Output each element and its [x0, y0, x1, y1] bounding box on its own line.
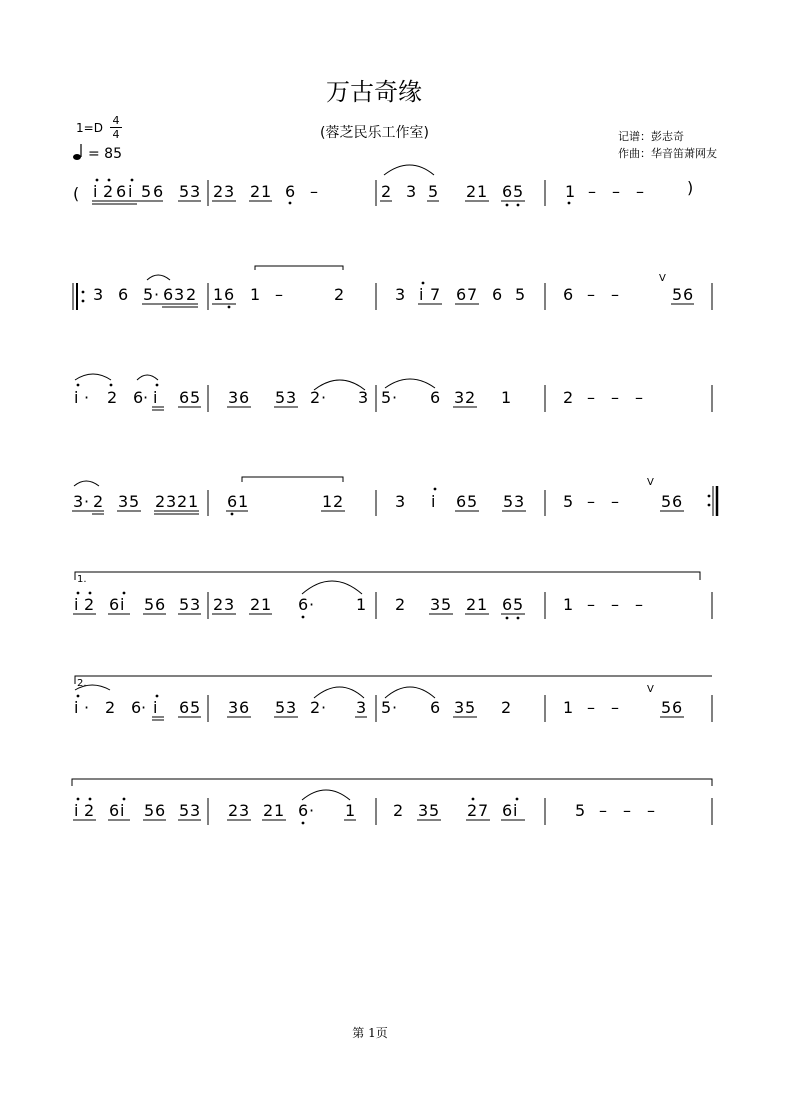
time-signature-top: 4 — [112, 114, 120, 127]
svg-text:5: 5 — [575, 801, 586, 820]
score-line-1-measure-4 — [565, 182, 575, 201]
score-line-6-measure-4 — [563, 698, 682, 717]
svg-text:2: 2 — [466, 182, 477, 201]
breath-mark: V — [647, 684, 654, 695]
svg-text:6: 6 — [285, 182, 296, 201]
svg-text:6: 6 — [163, 285, 174, 304]
time-signature-bottom: 4 — [112, 128, 120, 141]
svg-text:3: 3 — [166, 492, 177, 511]
volta-2-label: 2. — [77, 678, 87, 689]
svg-text:3: 3 — [228, 698, 239, 717]
svg-text:3: 3 — [418, 801, 429, 820]
svg-text:3: 3 — [358, 388, 369, 407]
page-number-footer: 第 1页 — [352, 1026, 388, 1040]
svg-text:1: 1 — [188, 492, 199, 511]
svg-text:3: 3 — [190, 182, 201, 201]
svg-text:5: 5 — [144, 595, 155, 614]
dash: – — [310, 182, 318, 201]
score-line-5-measure-4 — [563, 595, 573, 614]
score-line-4-measure-3 — [395, 492, 524, 511]
svg-text:6: 6 — [133, 388, 144, 407]
dash: – — [635, 388, 643, 407]
svg-text:6: 6 — [672, 492, 683, 511]
svg-text:6: 6 — [153, 182, 164, 201]
svg-text:5: 5 — [190, 388, 201, 407]
svg-text:3: 3 — [454, 698, 465, 717]
svg-text:2: 2 — [84, 595, 95, 614]
volta-1-label: 1. — [77, 574, 87, 585]
dash: – — [599, 801, 607, 820]
svg-text:3: 3 — [395, 285, 406, 304]
score-line-3-measure-1 — [74, 388, 200, 407]
breath-mark: V — [647, 477, 654, 488]
svg-text:2: 2 — [466, 595, 477, 614]
svg-text:2: 2 — [84, 801, 95, 820]
song-title: 万古奇缘 — [326, 78, 422, 106]
score-line-1-measure-1 — [93, 182, 200, 201]
svg-text:i: i — [120, 595, 125, 614]
svg-text:5: 5 — [661, 698, 672, 717]
svg-text:7: 7 — [430, 285, 441, 304]
score-line-4-measure-2 — [227, 492, 343, 511]
svg-text:6: 6 — [155, 801, 166, 820]
svg-text:·: · — [321, 388, 327, 407]
score-line-7-measure-3 — [393, 801, 517, 820]
svg-text:5: 5 — [515, 285, 526, 304]
score-line-4-measure-4 — [563, 492, 682, 511]
svg-text:2: 2 — [467, 801, 478, 820]
svg-text:2: 2 — [501, 698, 512, 717]
svg-text:5: 5 — [381, 698, 392, 717]
svg-text:·: · — [154, 285, 160, 304]
svg-text:2: 2 — [93, 492, 104, 511]
svg-text:5: 5 — [441, 595, 452, 614]
svg-text:3: 3 — [190, 801, 201, 820]
svg-text:1: 1 — [563, 595, 574, 614]
svg-text:6: 6 — [298, 801, 309, 820]
svg-text:3: 3 — [286, 698, 297, 717]
svg-text:·: · — [143, 388, 149, 407]
svg-text:i: i — [513, 801, 518, 820]
svg-text:2: 2 — [105, 698, 116, 717]
dash: – — [611, 698, 619, 717]
svg-text:5: 5 — [661, 492, 672, 511]
svg-text:1: 1 — [238, 492, 249, 511]
svg-text:6: 6 — [227, 492, 238, 511]
svg-text:i: i — [93, 182, 98, 201]
svg-text:6: 6 — [109, 595, 120, 614]
svg-text:6: 6 — [109, 801, 120, 820]
score-line-5-measure-2 — [213, 595, 366, 614]
svg-text:2: 2 — [250, 182, 261, 201]
svg-text:1: 1 — [477, 182, 488, 201]
svg-text:5: 5 — [275, 388, 286, 407]
svg-text:6: 6 — [118, 285, 129, 304]
dash: – — [611, 595, 619, 614]
score-line-4-measure-1 — [73, 492, 198, 511]
svg-text:6: 6 — [456, 285, 467, 304]
svg-text:2: 2 — [263, 801, 274, 820]
score-line-6-measure-2 — [228, 698, 366, 717]
svg-text:3: 3 — [286, 388, 297, 407]
svg-text:6: 6 — [224, 285, 235, 304]
studio-subtitle: (蓉芝民乐工作室) — [320, 125, 429, 141]
svg-text:5: 5 — [179, 595, 190, 614]
score-line-7-measure-1 — [74, 801, 200, 820]
score-line-2-measure-3 — [395, 285, 525, 304]
svg-text:2: 2 — [310, 698, 321, 717]
svg-text:5: 5 — [428, 182, 439, 201]
svg-text:·: · — [392, 388, 398, 407]
svg-text:5: 5 — [143, 285, 154, 304]
svg-text:6: 6 — [179, 698, 190, 717]
svg-text:2: 2 — [250, 595, 261, 614]
score-line-1-measure-2 — [213, 182, 295, 201]
score-line-7-measure-4 — [575, 801, 585, 820]
svg-text:6: 6 — [492, 285, 503, 304]
svg-text:5: 5 — [179, 801, 190, 820]
score-line-1-close-paren: ) — [687, 178, 694, 197]
svg-text:3: 3 — [454, 388, 465, 407]
svg-text:6: 6 — [430, 388, 441, 407]
dash: – — [587, 698, 595, 717]
score-line-3-measure-2 — [228, 388, 368, 407]
svg-text:5: 5 — [144, 801, 155, 820]
svg-text:1: 1 — [563, 698, 574, 717]
svg-text:2: 2 — [465, 388, 476, 407]
svg-text:2: 2 — [103, 182, 114, 201]
svg-text:3: 3 — [224, 182, 235, 201]
svg-text:2: 2 — [333, 492, 344, 511]
dash: – — [587, 595, 595, 614]
svg-text:i: i — [74, 595, 79, 614]
svg-text:5: 5 — [672, 285, 683, 304]
svg-text:i: i — [128, 182, 133, 201]
score-line-2-measure-1 — [93, 285, 196, 304]
dash: – — [636, 182, 644, 201]
svg-text:1: 1 — [501, 388, 512, 407]
svg-text:·: · — [309, 801, 315, 820]
score-line-3-measure-4 — [563, 388, 573, 407]
svg-text:2: 2 — [186, 285, 197, 304]
dash: – — [588, 182, 596, 201]
svg-text:·: · — [84, 698, 90, 717]
svg-text:1: 1 — [250, 285, 261, 304]
svg-text:2: 2 — [228, 801, 239, 820]
svg-text:3: 3 — [118, 492, 129, 511]
svg-text:1: 1 — [261, 182, 272, 201]
svg-text:5: 5 — [381, 388, 392, 407]
svg-text:5: 5 — [465, 698, 476, 717]
svg-text:2: 2 — [393, 801, 404, 820]
svg-text:5: 5 — [513, 595, 524, 614]
svg-text:6: 6 — [179, 388, 190, 407]
svg-text:6: 6 — [502, 595, 513, 614]
svg-text:1: 1 — [356, 595, 367, 614]
score-line-1-open-paren: ( — [73, 184, 80, 203]
svg-text:i: i — [153, 698, 158, 717]
svg-text:6: 6 — [131, 698, 142, 717]
score-line-6-measure-1 — [74, 698, 200, 717]
svg-text:6: 6 — [239, 698, 250, 717]
svg-text:1: 1 — [261, 595, 272, 614]
svg-text:3: 3 — [93, 285, 104, 304]
svg-text:2: 2 — [107, 388, 118, 407]
svg-text:5: 5 — [467, 492, 478, 511]
svg-text:3: 3 — [224, 595, 235, 614]
svg-text:6: 6 — [430, 698, 441, 717]
svg-text:5: 5 — [503, 492, 514, 511]
svg-text:3: 3 — [356, 698, 367, 717]
svg-text:i: i — [74, 388, 79, 407]
svg-text:i: i — [74, 801, 79, 820]
svg-text:2: 2 — [381, 182, 392, 201]
dash: – — [587, 285, 595, 304]
dash: – — [611, 285, 619, 304]
svg-text:2: 2 — [155, 492, 166, 511]
svg-text:3: 3 — [73, 492, 84, 511]
dash: – — [587, 492, 595, 511]
tempo-marking: = 85 — [88, 146, 122, 162]
svg-text:3: 3 — [174, 285, 185, 304]
dash: – — [611, 388, 619, 407]
svg-text:3: 3 — [239, 801, 250, 820]
svg-text:6: 6 — [563, 285, 574, 304]
score-line-6-measure-3 — [381, 698, 511, 717]
svg-text:3: 3 — [190, 595, 201, 614]
svg-text:6: 6 — [116, 182, 127, 201]
svg-text:7: 7 — [467, 285, 478, 304]
score-line-3-measure-3 — [381, 388, 511, 407]
svg-text:·: · — [392, 698, 398, 717]
svg-text:1: 1 — [274, 801, 285, 820]
svg-text:6: 6 — [298, 595, 309, 614]
svg-text:2: 2 — [177, 492, 188, 511]
svg-text:5: 5 — [275, 698, 286, 717]
svg-text:1: 1 — [322, 492, 333, 511]
svg-text:2: 2 — [334, 285, 345, 304]
svg-text:2: 2 — [213, 595, 224, 614]
breath-mark: V — [659, 273, 666, 284]
dash: – — [635, 595, 643, 614]
dash: – — [647, 801, 655, 820]
svg-text:·: · — [309, 595, 315, 614]
svg-text:7: 7 — [478, 801, 489, 820]
svg-text:1: 1 — [345, 801, 356, 820]
svg-text:3: 3 — [430, 595, 441, 614]
score-line-2-measure-4 — [563, 285, 693, 304]
svg-text:i: i — [120, 801, 125, 820]
svg-text:1: 1 — [213, 285, 224, 304]
svg-text:·: · — [84, 388, 90, 407]
svg-text:5: 5 — [429, 801, 440, 820]
key-signature: 1=D — [76, 121, 103, 135]
svg-text:6: 6 — [502, 801, 513, 820]
dash: – — [587, 388, 595, 407]
svg-text:5: 5 — [141, 182, 152, 201]
score-line-5-measure-1 — [74, 595, 200, 614]
svg-text:2: 2 — [310, 388, 321, 407]
svg-text:5: 5 — [563, 492, 574, 511]
composer-credit: 作曲：华音笛萧网友 — [618, 147, 717, 160]
svg-text:6: 6 — [239, 388, 250, 407]
svg-text:6: 6 — [672, 698, 683, 717]
svg-text:5: 5 — [190, 698, 201, 717]
dash: – — [612, 182, 620, 201]
svg-text:i: i — [419, 285, 424, 304]
svg-text:6: 6 — [456, 492, 467, 511]
svg-text:·: · — [321, 698, 327, 717]
svg-text:3: 3 — [514, 492, 525, 511]
svg-text:5: 5 — [179, 182, 190, 201]
svg-text:6: 6 — [155, 595, 166, 614]
svg-text:·: · — [84, 492, 90, 511]
score-line-1-measure-3 — [381, 182, 523, 201]
svg-text:i: i — [74, 698, 79, 717]
svg-text:5: 5 — [513, 182, 524, 201]
svg-text:i: i — [431, 492, 436, 511]
score-line-5-measure-3 — [395, 595, 523, 614]
svg-text:i: i — [153, 388, 158, 407]
svg-text:1: 1 — [477, 595, 488, 614]
transcriber-credit: 记谱：彭志奇 — [618, 130, 684, 143]
dash: – — [611, 492, 619, 511]
score-line-7-measure-2 — [228, 801, 355, 820]
dash: – — [275, 285, 283, 304]
svg-text:2: 2 — [563, 388, 574, 407]
svg-text:3: 3 — [228, 388, 239, 407]
dash: – — [623, 801, 631, 820]
svg-text:6: 6 — [502, 182, 513, 201]
svg-text:3: 3 — [395, 492, 406, 511]
svg-text:6: 6 — [683, 285, 694, 304]
svg-text:1: 1 — [565, 182, 576, 201]
svg-text:5: 5 — [129, 492, 140, 511]
svg-text:2: 2 — [395, 595, 406, 614]
svg-text:2: 2 — [213, 182, 224, 201]
svg-text:·: · — [141, 698, 147, 717]
svg-text:3: 3 — [406, 182, 417, 201]
